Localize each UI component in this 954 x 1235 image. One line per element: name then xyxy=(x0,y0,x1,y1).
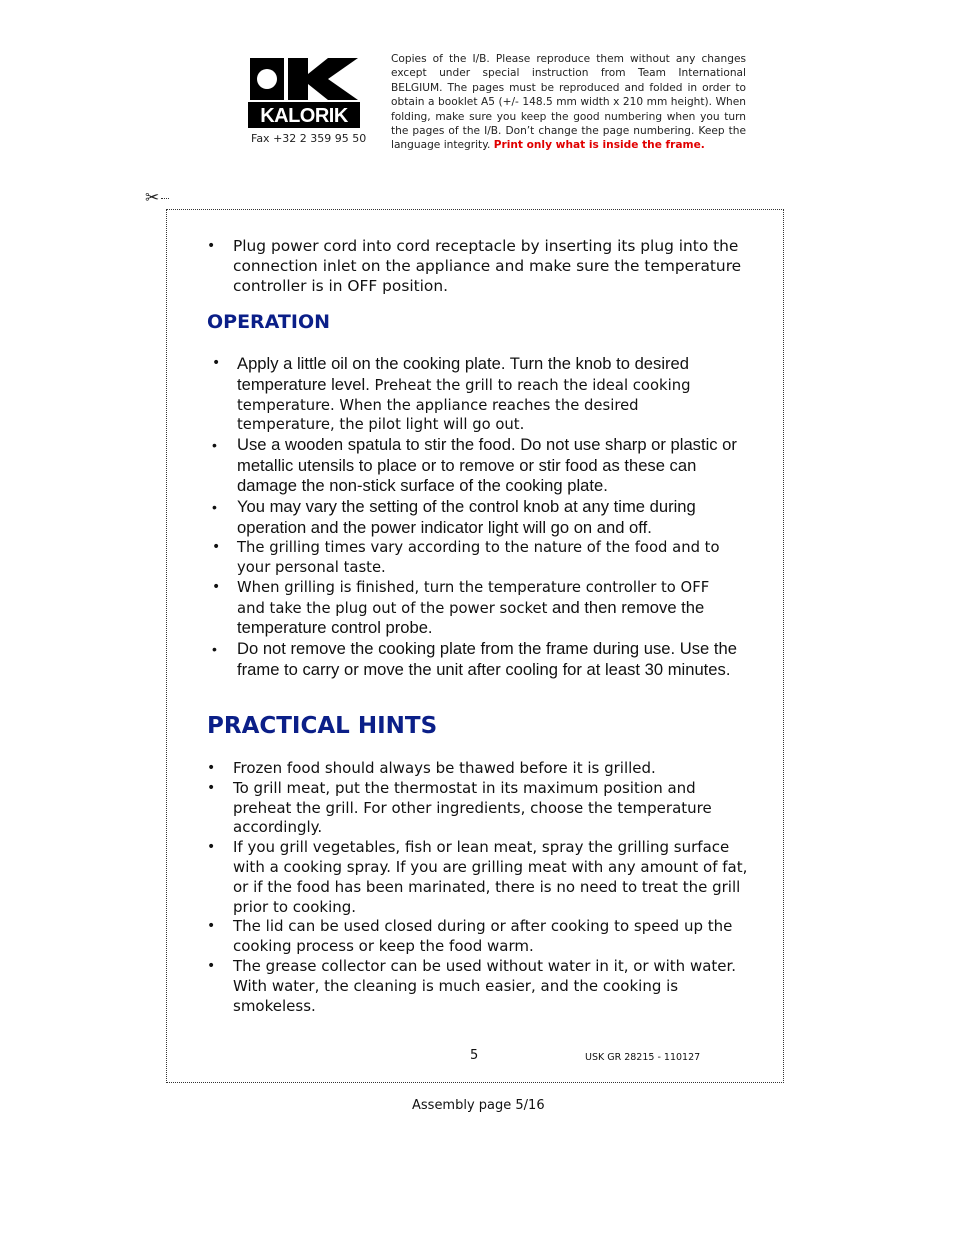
list-item-text: Apply a little oil on the cooking plate. Turn the knob to desired temperature level. xyxy=(237,354,690,394)
copy-instructions-text: Copies of the I/B. Please reproduce them without any changes except under special instruction from Team International BELGIUM. The pages must be reproduced and folded in order to obtain a booklet A5 (+/- 148.5 mm width x 210 mm height). When folding, make sure you keep the good numbering when you turn the pages of the I/B. Don’t change the page numbering. Keep the language integrity. xyxy=(391,53,746,152)
page-number: 5 xyxy=(470,1048,479,1063)
list-item: • You may vary the setting of the control knob at any time during operation and the power indicator light will go on and off. xyxy=(212,497,740,538)
list-item: • Do not remove the cooking plate from the frame during use. Use the frame to carry or move the unit after cooling for at least 30 minutes. xyxy=(212,639,740,680)
list-item xyxy=(212,354,740,435)
practical-hints-list xyxy=(207,759,755,1016)
list-item: • The grease collector can be used without water in it, or with water. With water, the cleaning is much easier, and the cooking is smokeless. xyxy=(207,957,755,1016)
list-item: • If you grill vegetables, fish or lean meat, spray the grilling surface with a cooking spray. If you are grilling meat with any amount of fat, or if the food has been marinated, there is no need to treat the grill prior to cooking. xyxy=(207,838,755,917)
list-item: • The lid can be used closed during or after cooking to speed up the cooking process or keep the food warm. xyxy=(207,917,755,957)
fax-number: Fax +32 2 359 95 50 xyxy=(251,132,367,145)
logo-text: KALORIK xyxy=(260,105,348,127)
list-item: • Plug power cord into cord receptacle by inserting its plug into the connection inlet on the appliance and make sure the temperature controller is in OFF position. xyxy=(207,237,752,296)
copy-instructions xyxy=(391,52,746,153)
practical-hints-heading: PRACTICAL HINTS xyxy=(207,713,438,739)
list-item xyxy=(212,578,740,639)
list-item: • The grilling times vary according to the nature of the food and to your personal taste. xyxy=(212,538,740,578)
kalorik-logo xyxy=(248,54,360,130)
list-item-text: When grilling is finished, turn the temperature controller to OFF and take the plug out of the power socket xyxy=(237,578,710,617)
cut-line xyxy=(161,198,169,199)
list-item-text: Preheat the grill to reach the ideal cooking temperature. When the appliance reaches the desired temperature, the pilot light will go out. xyxy=(237,376,691,434)
intro-list xyxy=(207,237,752,296)
operation-heading: OPERATION xyxy=(207,311,330,333)
assembly-page-label: Assembly page 5/16 xyxy=(412,1098,545,1113)
list-item: • Frozen food should always be thawed before it is grilled. xyxy=(207,759,755,779)
operation-list xyxy=(212,354,740,680)
list-item: • To grill meat, put the thermostat in its maximum position and preheat the grill. For other ingredients, choose the temperature accordingly. xyxy=(207,779,755,838)
scissors-icon: ✂ xyxy=(145,188,160,208)
list-item: • Use a wooden spatula to stir the food. Do not use sharp or plastic or metallic utensils to place or to remove or stir food as these can damage the non-stick surface of the cooking plate. xyxy=(212,435,740,497)
copy-instructions-emphasis: Print only what is inside the frame. xyxy=(493,139,705,152)
document-reference: USK GR 28215 - 110127 xyxy=(585,1052,701,1063)
list-item-text: and then remove the temperature control probe. xyxy=(237,597,705,638)
